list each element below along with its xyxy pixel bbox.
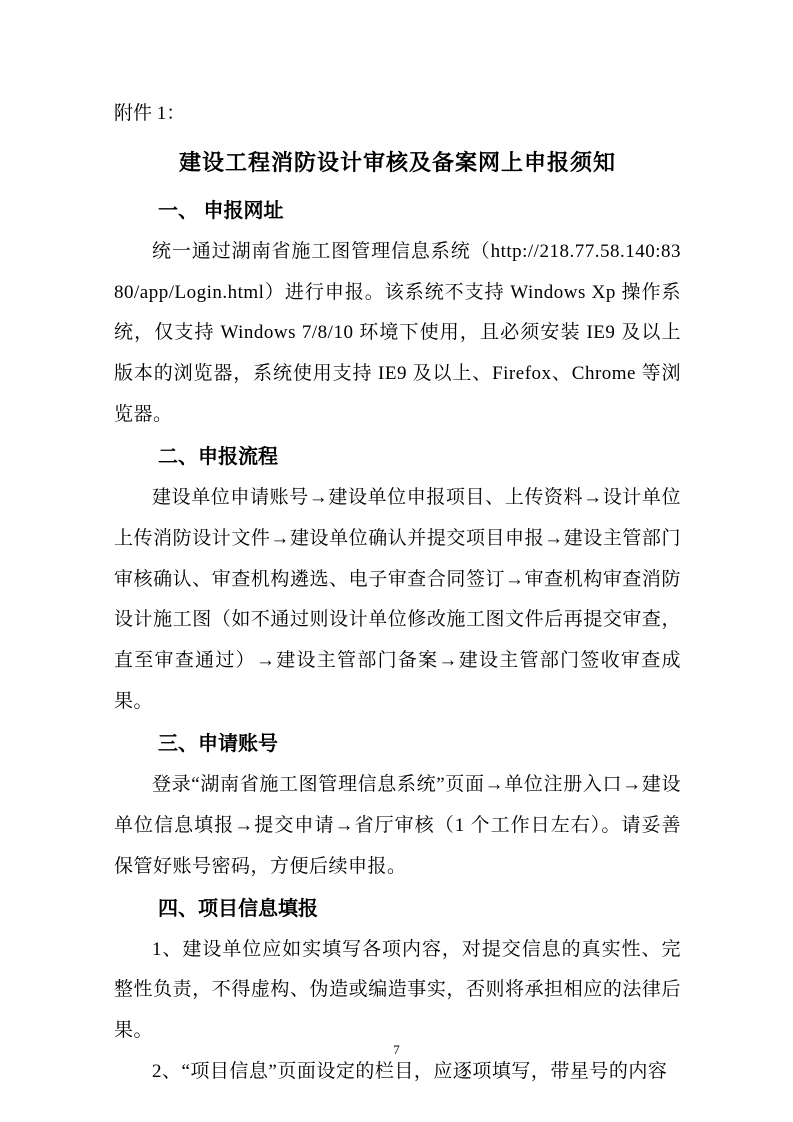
section-heading-1: 一、 申报网址 [158,199,284,222]
section-2-paragraph-1: 建设单位申请账号→建设单位申报项目、上传资料→设计单位上传消防设计文件→建设单位确认并提交项目申报→建设主管部门审核确认、审查机构遴选、电子审查合同签订→审查机构审查消防设计施工图（如不通过则设计单位修改施工图文件后再提交审查，直至审查通过）→建设主管部门备案→建设主管部门签收审查成果。 [114,486,681,713]
section-heading-2: 二、申报流程 [158,445,278,468]
section-4-paragraph-2: 2、“项目信息”页面设定的栏目，应逐项填写，带星号的内容 [152,1061,668,1083]
page-number: 7 [393,1042,400,1057]
section-4-paragraph-1: 1、建设单位应如实填写各项内容，对提交信息的真实性、完整性负责，不得虚构、伪造或编造事实，否则将承担相应的法律后果。 [114,938,681,1042]
section-heading-4: 四、项目信息填报 [158,897,318,920]
document-title: 建设工程消防设计审核及备案网上申报须知 [178,149,616,175]
section-heading-3: 三、申请账号 [158,732,278,755]
attachment-label: 附件 1： [114,103,186,124]
section-1-paragraph-1: 统一通过湖南省施工图管理信息系统（http://218.77.58.140:8380/app/Login.html）进行申报。该系统不支持 Windows Xp 操作系统，仅支持 Windows 7/8/10 环境下使用，且必须安装 IE9 及以上版本的浏览器，系统使用支持 IE9 及以上、Firefox、Chrome 等浏览器。 [114,240,681,426]
section-3-paragraph-1: 登录“湖南省施工图管理信息系统”页面→单位注册入口→建设单位信息填报→提交申请→省厅审核（1 个工作日左右）。请妥善保管好账号密码，方便后续申报。 [114,773,681,877]
